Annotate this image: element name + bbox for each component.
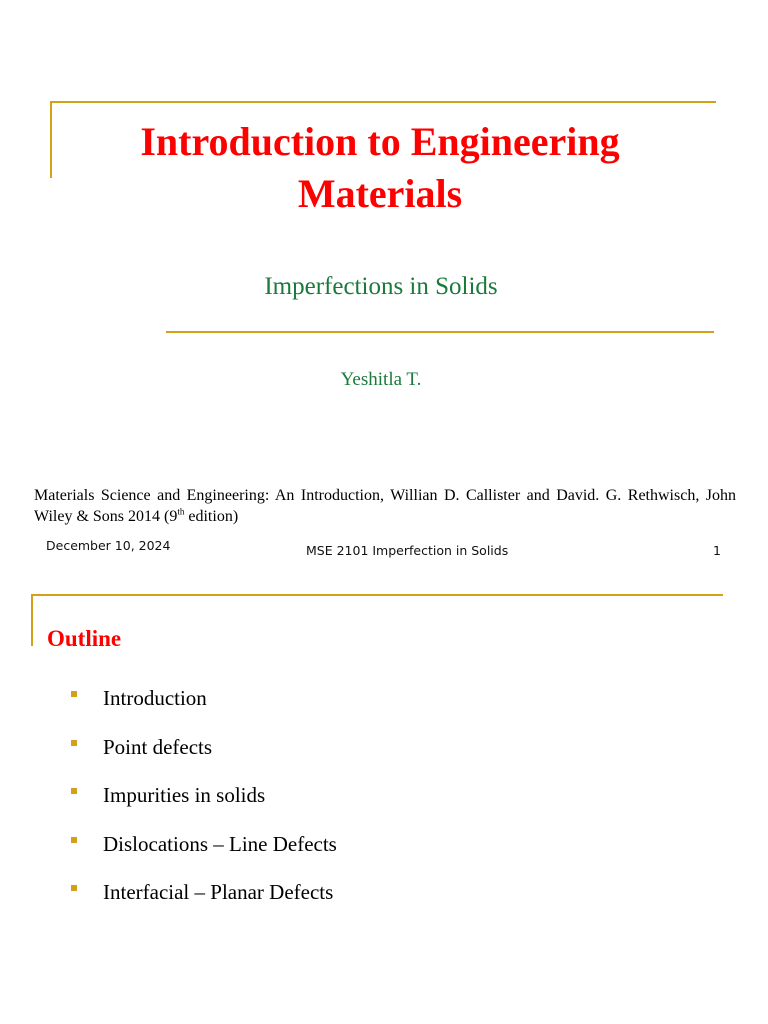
reference-citation	[34, 485, 736, 527]
outline-item-label: Point defects	[103, 734, 213, 759]
outline-item-label: Interfacial – Planar Defects	[103, 880, 334, 905]
square-bullet-icon	[71, 885, 77, 891]
slide1-frame-top-line	[50, 101, 716, 103]
outline-item	[68, 828, 337, 877]
outline-item-label: Impurities in solids	[103, 783, 266, 808]
square-bullet-icon	[71, 740, 77, 746]
square-bullet-icon	[71, 788, 77, 794]
footer-date: December 10, 2024	[46, 538, 171, 553]
outline-item	[68, 682, 337, 731]
square-bullet-icon	[71, 837, 77, 843]
reference-text-end: edition)	[184, 508, 239, 525]
outline-item-label: Introduction	[103, 686, 207, 710]
slide-title: Introduction to Engineering Materials	[140, 119, 620, 216]
slide1-frame-left-line	[50, 101, 52, 178]
outline-item-label: Dislocations – Line Defects	[103, 831, 337, 856]
slide2-frame-top-line	[31, 594, 723, 596]
author-name: Yeshitla T.	[340, 369, 422, 390]
outline-item	[68, 779, 337, 828]
outline-title: Outline	[47, 626, 122, 651]
reference-superscript: th	[177, 506, 185, 517]
outline-item	[68, 876, 337, 925]
footer-course: MSE 2101 Imperfection in Solids	[306, 543, 509, 558]
subtitle-divider	[166, 331, 714, 333]
outline-item	[68, 731, 337, 780]
square-bullet-icon	[71, 691, 77, 697]
outline-list	[68, 682, 337, 925]
footer-page-number: 1	[713, 543, 721, 558]
slide-subtitle: Imperfections in Solids	[264, 273, 498, 300]
reference-text: Materials Science and Engineering: An Introduction, Willian D. Callister and David. G. Rethwisch, John Wiley & Sons 2014 (9	[34, 487, 736, 525]
slide2-frame-left-line	[31, 594, 33, 646]
